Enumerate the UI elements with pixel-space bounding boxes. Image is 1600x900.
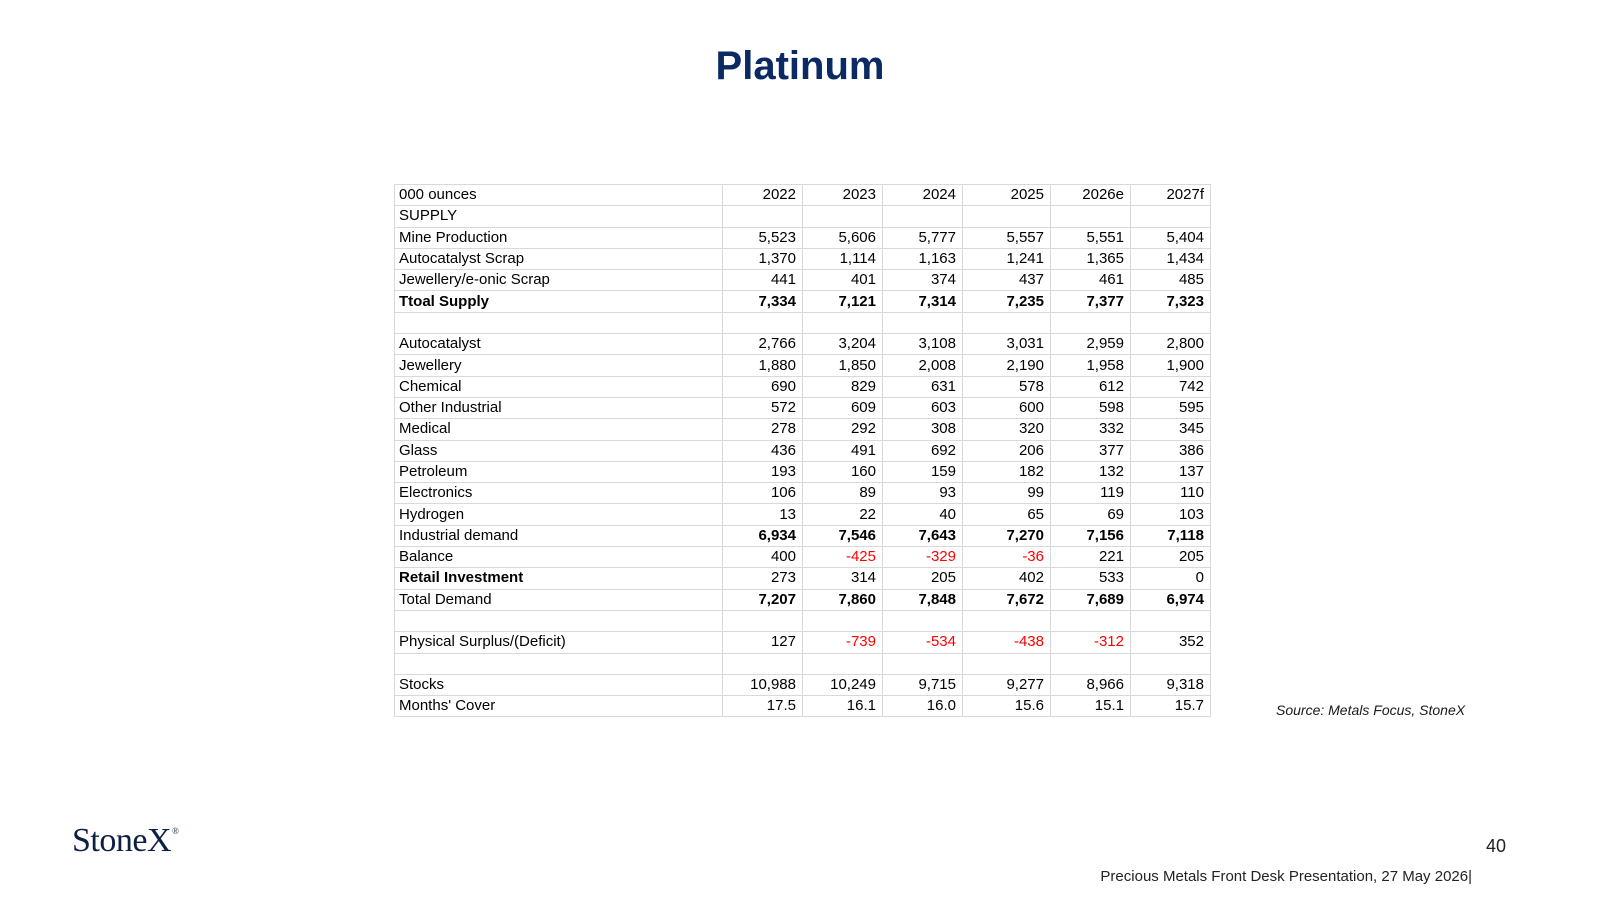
table-cell — [723, 312, 803, 333]
table-row — [395, 504, 1211, 525]
table-cell — [963, 653, 1051, 674]
table-cell: 631 — [883, 376, 963, 397]
table-cell: 99 — [963, 483, 1051, 504]
table-cell — [883, 206, 963, 227]
table-cell: 609 — [803, 397, 883, 418]
table-cell: 278 — [723, 419, 803, 440]
table-cell: 2,766 — [723, 334, 803, 355]
row-label: Other Industrial — [395, 397, 723, 418]
table-cell: 612 — [1051, 376, 1131, 397]
table-cell: 0 — [1131, 568, 1211, 589]
table-cell: 332 — [1051, 419, 1131, 440]
row-label: Glass — [395, 440, 723, 461]
table-row — [395, 547, 1211, 568]
table-cell: 7,848 — [883, 589, 963, 610]
table-row — [395, 355, 1211, 376]
table-cell: 1,850 — [803, 355, 883, 376]
table-cell — [883, 312, 963, 333]
table-cell: 221 — [1051, 547, 1131, 568]
table-cell: 93 — [883, 483, 963, 504]
table-cell: 9,318 — [1131, 674, 1211, 695]
table-cell: -425 — [803, 547, 883, 568]
table-cell: 533 — [1051, 568, 1131, 589]
table-cell: 352 — [1131, 632, 1211, 653]
table-cell: 600 — [963, 397, 1051, 418]
table-cell: 292 — [803, 419, 883, 440]
table-row — [395, 483, 1211, 504]
slide-title: Platinum — [715, 44, 885, 88]
table-cell: 40 — [883, 504, 963, 525]
logo-registered-mark: ® — [172, 826, 179, 836]
row-label: Total Demand — [395, 589, 723, 610]
table-cell: 345 — [1131, 419, 1211, 440]
table-cell — [883, 653, 963, 674]
table-cell: 377 — [1051, 440, 1131, 461]
table-cell: 159 — [883, 461, 963, 482]
table-cell: 3,108 — [883, 334, 963, 355]
table-cell: 1,880 — [723, 355, 803, 376]
row-label: Physical Surplus/(Deficit) — [395, 632, 723, 653]
row-label: Petroleum — [395, 461, 723, 482]
table-cell: 603 — [883, 397, 963, 418]
table-row — [395, 440, 1211, 461]
table-cell: 461 — [1051, 270, 1131, 291]
table-cell: 7,118 — [1131, 525, 1211, 546]
row-label — [395, 653, 723, 674]
table-cell — [963, 206, 1051, 227]
table-cell: 89 — [803, 483, 883, 504]
table-cell: 9,715 — [883, 674, 963, 695]
header-year: 2024 — [883, 185, 963, 206]
table-cell: -329 — [883, 547, 963, 568]
table-cell: 273 — [723, 568, 803, 589]
table-cell: 400 — [723, 547, 803, 568]
table-cell — [803, 206, 883, 227]
table-cell: 314 — [803, 568, 883, 589]
table-cell — [723, 206, 803, 227]
table-cell: 7,121 — [803, 291, 883, 312]
table-cell: 8,966 — [1051, 674, 1131, 695]
row-label: Jewellery — [395, 355, 723, 376]
row-label: Retail Investment — [395, 568, 723, 589]
table-row — [395, 653, 1211, 674]
table-cell: 320 — [963, 419, 1051, 440]
table-cell: -312 — [1051, 632, 1131, 653]
table-cell — [1051, 653, 1131, 674]
row-label: Electronics — [395, 483, 723, 504]
table-cell: 119 — [1051, 483, 1131, 504]
logo-text: StoneX — [72, 822, 171, 859]
table-cell: 182 — [963, 461, 1051, 482]
table-cell: 5,523 — [723, 227, 803, 248]
table-cell: 572 — [723, 397, 803, 418]
table-cell — [963, 610, 1051, 631]
table-cell: 7,323 — [1131, 291, 1211, 312]
table-cell: 6,934 — [723, 525, 803, 546]
table-cell: 2,959 — [1051, 334, 1131, 355]
table-cell: 437 — [963, 270, 1051, 291]
table-cell: 7,377 — [1051, 291, 1131, 312]
table-cell: 106 — [723, 483, 803, 504]
row-label — [395, 610, 723, 631]
table-cell — [1131, 206, 1211, 227]
row-label: Autocatalyst — [395, 334, 723, 355]
table-cell: 5,557 — [963, 227, 1051, 248]
table-cell: 690 — [723, 376, 803, 397]
table-row — [395, 248, 1211, 269]
table-cell: 7,235 — [963, 291, 1051, 312]
table-cell: -36 — [963, 547, 1051, 568]
table-cell: 10,249 — [803, 674, 883, 695]
table-row — [395, 632, 1211, 653]
table-row — [395, 461, 1211, 482]
row-label — [395, 312, 723, 333]
table-cell — [1051, 610, 1131, 631]
table-cell: 7,546 — [803, 525, 883, 546]
table-cell: 7,156 — [1051, 525, 1131, 546]
table-cell: 441 — [723, 270, 803, 291]
table-cell: 374 — [883, 270, 963, 291]
table-header-row — [395, 185, 1211, 206]
table-cell: 578 — [963, 376, 1051, 397]
table-cell: 1,900 — [1131, 355, 1211, 376]
row-label: Jewellery/e-onic Scrap — [395, 270, 723, 291]
table-cell: 137 — [1131, 461, 1211, 482]
table-row — [395, 610, 1211, 631]
table-cell — [1131, 653, 1211, 674]
table-cell: 1,370 — [723, 248, 803, 269]
table-cell: 436 — [723, 440, 803, 461]
table-cell: 205 — [883, 568, 963, 589]
table-cell: 742 — [1131, 376, 1211, 397]
table-cell: 160 — [803, 461, 883, 482]
table-row — [395, 419, 1211, 440]
table-cell: -534 — [883, 632, 963, 653]
table-cell: 127 — [723, 632, 803, 653]
table-cell: 3,204 — [803, 334, 883, 355]
table-cell: 110 — [1131, 483, 1211, 504]
page-number: 40 — [1486, 836, 1507, 856]
table-cell: 15.6 — [963, 696, 1051, 717]
table-cell: 5,551 — [1051, 227, 1131, 248]
row-label: Medical — [395, 419, 723, 440]
table-cell: 15.7 — [1131, 696, 1211, 717]
table-cell: 1,241 — [963, 248, 1051, 269]
table-cell: 2,008 — [883, 355, 963, 376]
table-cell: 69 — [1051, 504, 1131, 525]
platinum-supply-demand-table — [394, 184, 1211, 717]
table-cell: 692 — [883, 440, 963, 461]
table-row — [395, 376, 1211, 397]
row-label: Chemical — [395, 376, 723, 397]
row-label: Mine Production — [395, 227, 723, 248]
table-cell: 1,365 — [1051, 248, 1131, 269]
table-cell: 103 — [1131, 504, 1211, 525]
table-cell: 7,860 — [803, 589, 883, 610]
table-cell — [1131, 312, 1211, 333]
table-cell — [803, 653, 883, 674]
table-row — [395, 334, 1211, 355]
table-cell: 386 — [1131, 440, 1211, 461]
table-cell: 401 — [803, 270, 883, 291]
table-row — [395, 227, 1211, 248]
table-cell: 9,277 — [963, 674, 1051, 695]
stonex-logo — [72, 822, 178, 860]
table-cell: 402 — [963, 568, 1051, 589]
table-cell: 22 — [803, 504, 883, 525]
table-cell: 829 — [803, 376, 883, 397]
table-cell: 206 — [963, 440, 1051, 461]
table-cell: -739 — [803, 632, 883, 653]
row-label: SUPPLY — [395, 206, 723, 227]
table-cell: 10,988 — [723, 674, 803, 695]
table-cell: 16.0 — [883, 696, 963, 717]
table-cell: 13 — [723, 504, 803, 525]
row-label: Autocatalyst Scrap — [395, 248, 723, 269]
table-cell: 7,689 — [1051, 589, 1131, 610]
table-cell — [723, 653, 803, 674]
row-label: Hydrogen — [395, 504, 723, 525]
table-cell: 17.5 — [723, 696, 803, 717]
header-year: 2026e — [1051, 185, 1131, 206]
table-cell: 7,672 — [963, 589, 1051, 610]
table-cell — [803, 610, 883, 631]
table-cell: 7,207 — [723, 589, 803, 610]
table-cell — [883, 610, 963, 631]
row-label: Months' Cover — [395, 696, 723, 717]
table-row — [395, 568, 1211, 589]
table-cell — [1051, 206, 1131, 227]
table-cell — [963, 312, 1051, 333]
table-body — [395, 206, 1211, 717]
table-cell — [803, 312, 883, 333]
table-cell: 132 — [1051, 461, 1131, 482]
table-cell — [1051, 312, 1131, 333]
table-row — [395, 312, 1211, 333]
header-year: 2023 — [803, 185, 883, 206]
header-year: 2022 — [723, 185, 803, 206]
table-cell: 485 — [1131, 270, 1211, 291]
table-cell: 1,163 — [883, 248, 963, 269]
table-cell: 491 — [803, 440, 883, 461]
table-row — [395, 696, 1211, 717]
table-cell: 5,777 — [883, 227, 963, 248]
table-cell: 2,190 — [963, 355, 1051, 376]
table-cell: 6,974 — [1131, 589, 1211, 610]
header-year: 2025 — [963, 185, 1051, 206]
table-row — [395, 525, 1211, 546]
table-cell: 7,334 — [723, 291, 803, 312]
table-cell: 7,314 — [883, 291, 963, 312]
table-cell: 7,643 — [883, 525, 963, 546]
table-cell — [723, 610, 803, 631]
table-cell: 5,606 — [803, 227, 883, 248]
table-row — [395, 589, 1211, 610]
row-label: Stocks — [395, 674, 723, 695]
table-cell: 1,114 — [803, 248, 883, 269]
table-row — [395, 291, 1211, 312]
table-cell: 15.1 — [1051, 696, 1131, 717]
table-cell: 308 — [883, 419, 963, 440]
row-label: Industrial demand — [395, 525, 723, 546]
table-cell: 65 — [963, 504, 1051, 525]
table-cell: 7,270 — [963, 525, 1051, 546]
table-cell: 595 — [1131, 397, 1211, 418]
footer-text: Precious Metals Front Desk Presentation, 27 May 2026| — [1100, 868, 1472, 885]
table-cell: 1,958 — [1051, 355, 1131, 376]
row-label: Balance — [395, 547, 723, 568]
table-row — [395, 397, 1211, 418]
table-cell: 3,031 — [963, 334, 1051, 355]
table-cell: -438 — [963, 632, 1051, 653]
table-cell — [1131, 610, 1211, 631]
source-note: Source: Metals Focus, StoneX — [1276, 702, 1466, 718]
table-cell: 16.1 — [803, 696, 883, 717]
table-cell: 2,800 — [1131, 334, 1211, 355]
table-row — [395, 206, 1211, 227]
table-cell: 193 — [723, 461, 803, 482]
row-label: Ttoal Supply — [395, 291, 723, 312]
header-year: 2027f — [1131, 185, 1211, 206]
table-cell: 205 — [1131, 547, 1211, 568]
table-cell: 1,434 — [1131, 248, 1211, 269]
header-units-label: 000 ounces — [395, 185, 723, 206]
table-row — [395, 270, 1211, 291]
table-cell: 5,404 — [1131, 227, 1211, 248]
table-cell: 598 — [1051, 397, 1131, 418]
table-row — [395, 674, 1211, 695]
